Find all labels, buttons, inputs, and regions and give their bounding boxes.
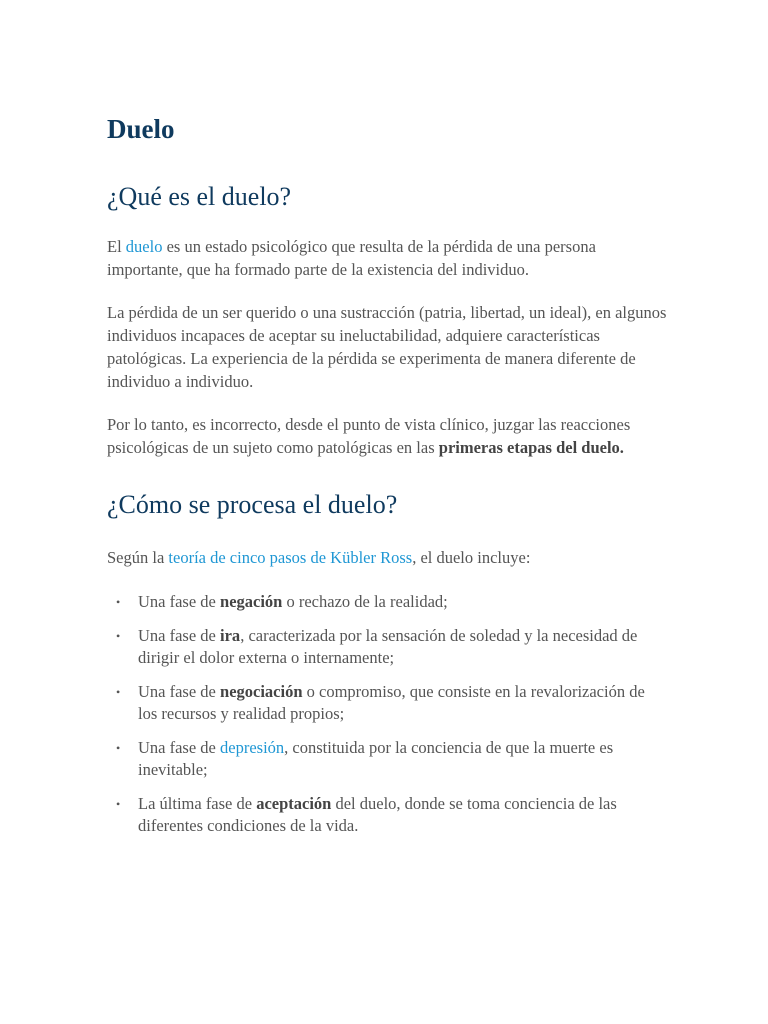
list-item-ira	[107, 625, 668, 669]
paragraph-loss: La pérdida de un ser querido o una sustracción (patria, libertad, un ideal), en algunos individuos incapaces de aceptar su ineluctabilidad, adquiere características patológicas. La experiencia de la pérdida se experimenta de manera diferente de individuo a individuo.	[107, 303, 667, 391]
bullet-icon: •	[116, 797, 121, 811]
bold-text: primeras etapas del duelo.	[438, 438, 624, 457]
link-depresion[interactable]: depresión	[220, 738, 285, 757]
list-item-text: del duelo, donde se toma conciencia de las diferentes condiciones de la vida.	[138, 794, 617, 835]
bold-text: negociación	[220, 682, 303, 701]
paragraph-definition	[107, 235, 668, 281]
link-duelo[interactable]: duelo	[125, 237, 163, 256]
bullet-icon: •	[116, 741, 121, 755]
list-item-text: , constituida por la conciencia de que la muerte es inevitable;	[138, 738, 614, 779]
list-item-text: Una fase de	[138, 626, 221, 645]
section-heading-que-es: ¿Qué es el duelo?	[107, 182, 292, 211]
list-item-text: Una fase de	[138, 682, 221, 701]
paragraph-text: , el duelo incluye:	[412, 548, 531, 567]
bold-text: aceptación	[256, 794, 332, 813]
list-item-negacion	[107, 591, 668, 613]
paragraph-clinical	[107, 413, 668, 459]
page-title: Duelo	[107, 114, 175, 144]
paragraph-text: Por lo tanto, es incorrecto, desde el punto de vista clínico, juzgar las reacciones psicológicas de un sujeto como patológicas en las	[107, 415, 631, 457]
bullet-icon: •	[116, 629, 121, 643]
list-item-text: o rechazo de la realidad;	[282, 592, 448, 611]
bullet-icon: •	[116, 595, 121, 609]
list-item-text: Una fase de	[138, 738, 221, 757]
paragraph-text: es un estado psicológico que resulta de la pérdida de una persona importante, que ha formado parte de la existencia del individuo.	[107, 237, 596, 279]
list-item-text: , caracterizada por la sensación de soledad y la necesidad de dirigir el dolor externa o internamente;	[138, 626, 638, 667]
stages-list	[107, 591, 668, 837]
paragraph-text: El	[107, 237, 126, 256]
section-heading-como-se-procesa: ¿Cómo se procesa el duelo?	[107, 490, 398, 519]
bullet-icon: •	[116, 685, 121, 699]
link-kubler-ross-theory[interactable]: teoría de cinco pasos de Kübler Ross	[168, 548, 413, 567]
list-item-text: La última fase de	[138, 794, 257, 813]
list-item-aceptacion	[107, 793, 668, 837]
list-item-depresion	[107, 737, 668, 781]
paragraph-text: Según la	[107, 548, 169, 567]
bold-text: ira	[220, 626, 241, 645]
list-item-negociacion	[107, 681, 668, 725]
list-item-text: o compromiso, que consiste en la revalorización de los recursos y realidad propios;	[138, 682, 645, 723]
paragraph-intro-kubler-ross	[107, 546, 668, 569]
list-item-text: Una fase de	[138, 592, 221, 611]
bold-text: negación	[220, 592, 283, 611]
